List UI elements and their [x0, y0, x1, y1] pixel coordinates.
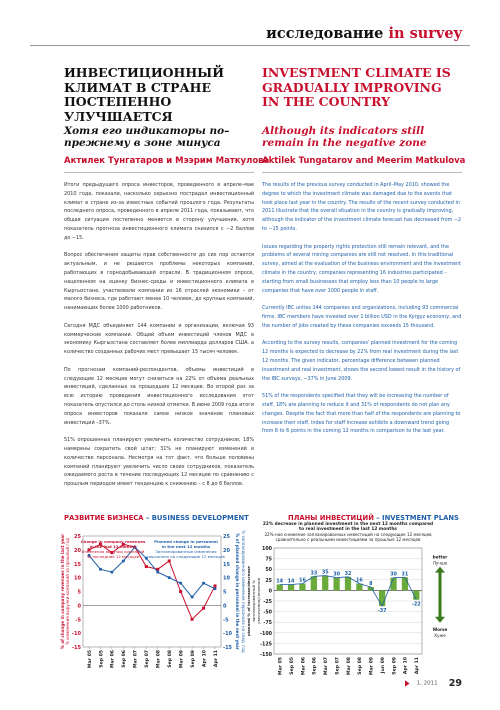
column-rule-ru [64, 172, 254, 173]
chart2-title-en: INVESTMENT PLANS [382, 514, 459, 522]
chart2-x-tick-label: Sep 08 [358, 657, 364, 675]
chart1-right-tick: 15 [223, 561, 230, 568]
article-title-en: INVESTMENT CLIMATE IS GRADUALLY IMPROVING IN THE COUNTRY [262, 65, 451, 109]
chart1-right-tick: 0 [223, 603, 227, 610]
chart2-data-label: 30 [333, 571, 341, 578]
chart1-x-tick-label: Mar 07 [133, 650, 139, 668]
chart2-data-label: -37 [377, 608, 387, 615]
chart2-data-label: 14 [276, 578, 284, 585]
chart1-x-tick-label: Sep 07 [145, 650, 151, 668]
chart2-data-label: 32 [344, 570, 352, 577]
chart2-y-tick: 50 [265, 568, 272, 574]
article-subtitle-ru: Хотя его индикаторы по–прежнему в зоне минуса [64, 125, 230, 149]
chart2-x-tick-label: Mar 08 [346, 657, 352, 675]
authors-en: Aktilek Tungatarov and Meerim Matkulova [262, 156, 466, 166]
chart1-left-tick: 25 [74, 534, 81, 540]
chart2-x-tick-label: Jun 09 [380, 657, 386, 674]
chart2-data-label: 31 [401, 571, 409, 578]
chart2-y-tick: -75 [263, 621, 272, 627]
chart1-personnel-point [122, 559, 125, 562]
chart2-bar [333, 578, 339, 591]
chart1-revenue-point [214, 584, 217, 587]
chart2-x-tick-label: Sep 07 [335, 657, 341, 675]
authors-ru: Актилек Тунгатаров и Мээрим Маткулова [64, 156, 270, 166]
chart2-bar [345, 577, 351, 591]
chart1-left-tick: -15 [71, 645, 81, 651]
chart1-annotation-revenue-en: in the last 12 months [89, 543, 137, 549]
chart1-revenue-point [191, 618, 194, 621]
chart1-annotation-revenue-ru: Изменения выручки компаний [81, 549, 145, 554]
chart2-bar [288, 584, 294, 590]
paragraph-ru: По прогнозам компаний-респондентов, объемы инвестиций в следующие 12 месяцев могут снизиться на 22% от объема реальных инвестиций, сделанных за прошедшие 12 месяцев. Во второй раз за всю историю проведения инвестиционного исследования этот показатель опустился до столь низкой отметки. В июне 2009 года итоги опроса инвесторов показали самое низкое значение плановых инвестиций –37%. [64, 366, 254, 426]
section-header [266, 25, 462, 42]
chart2-bar [299, 584, 305, 591]
chart1-annotation-personnel-ru: персонала на следующие 12 месяцев [147, 553, 225, 559]
chart1-left-tick: 5 [77, 589, 81, 596]
page-footer [405, 673, 462, 692]
chart2-x-tick-label: Mar 07 [324, 657, 330, 675]
paragraph-en: 51% of the respondents specified that they will be increasing the number of staff, 18% are planning to reduce it and 31% of respondents do not plan any changes. Despite the fact that more than half of the respondents are planning to increase their staff, index for staff increase exhibits a downward trend going from 8 to 6 points in the coming 12 months in comparison to the last year. [262, 393, 461, 435]
chart2-x-tick-label: Sep 09 [392, 657, 398, 675]
chart2-ylabel: запланированный % [251, 579, 256, 623]
paragraph-en: Issues regarding the property rights protection still remain relevant, and the problems of several mining companies are still not resolved. In this traditional survey, aimed at the evaluation of the business environment and the investment climate in the country, companies representing 16 industries participated – starting from small businesses that employ less than 10 people to large companies that have over 1000 people in staff. [262, 243, 462, 294]
chart1-right-tick: 20 [223, 547, 230, 554]
chart2-data-label: 14 [287, 578, 295, 585]
chart2-legend-better-en: better [432, 554, 448, 560]
chart2-data-label: 16 [355, 577, 363, 584]
chart2-bar [277, 584, 283, 590]
chart2-data-label: 30 [390, 571, 397, 578]
chart2-ylabel: увеличения/снижения [256, 578, 261, 624]
paragraph-en: Currently IBC unites 144 companies and organizations, including 93 commercial firms. IBC members have invested over 1 billion USD in the Kyrgyz economy, and the number of jobs created by these companies exceeds 15 thousand. [262, 305, 462, 329]
chart2-x-tick-label: Sep 05 [289, 657, 295, 675]
chart1-x-tick-label: Sep 06 [122, 650, 128, 668]
article-title-ru: ИНВЕСТИЦИОННЫЙ КЛИМАТ В СТРАНЕ ПОСТЕПЕННО УЛУЧШАЕТСЯ [64, 65, 225, 124]
chart1-x-tick-label: Mar 09 [179, 650, 185, 668]
chart2-x-tick-label: Sep 06 [312, 657, 318, 675]
chart1-x-tick-label: Mar 05 [87, 650, 93, 668]
chart1-title-en: BUSINESS DEVELOPMENT [151, 514, 249, 522]
chart1-annotation-personnel-ru: Запланированные изменения [155, 549, 217, 554]
chart2-bar [322, 576, 328, 591]
chart1-title-ru: РАЗВИТИЕ БИЗНЕСА [64, 514, 144, 522]
chart2-y-tick: -25 [263, 600, 272, 605]
chart2-data-label: 33 [310, 570, 318, 577]
chart2-data-label: 8 [369, 581, 373, 588]
article-body-en [262, 181, 462, 445]
chart1-ylabel-right-ru: % запланированного изменения персонала на след. год [241, 530, 246, 653]
chart1-personnel-point [191, 596, 194, 599]
chart1-left-tick: -10 [71, 631, 81, 638]
article-subtitle-en: Although its indicators still remain in the negative zone [262, 125, 427, 149]
chart2-data-label: -22 [411, 601, 421, 608]
chart1-right-tick: 25 [223, 534, 230, 540]
chart1-right-tick: 10 [223, 575, 230, 582]
chart2-x-tick-label: Mar 06 [301, 657, 307, 675]
chart2-y-tick: -150 [259, 653, 272, 658]
chart2-x-tick-label: Apr 10 [403, 657, 409, 675]
chart2-data-label: 35 [321, 569, 329, 576]
chart1-right-tick: -10 [223, 631, 233, 638]
chart2-legend-better-ru: Лучше [432, 560, 448, 566]
chart1-left-tick: -5 [75, 617, 81, 624]
chart1-annotation-revenue-ru: за последние 12 месяцев [86, 553, 140, 559]
chart2-x-tick-label: Mar 09 [369, 657, 375, 675]
chart1-right-tick: -15 [223, 645, 233, 651]
paragraph-en: The results of the previous survey conducted in April–May 2010, showed the degree to which the investment climate was damaged due to the events that took place last year in the country. The results of the recent survey conducted in 2011 illustrate that the overall situation in the country is gradually improving, although the indicator of the investment climate forecast has decreased from −2 to −15 points. [262, 182, 462, 232]
paragraph-ru: Сегодня МДС объединяет 144 компании и организации, включая 93 коммерческие компании. Общий объем инвестиций членов МДС в экономику Кыргызстана составляет более миллиарда долларов США, а количество созданных рабочих мест превышает 15 тысяч человек. [64, 322, 254, 356]
chart1-revenue-point [145, 565, 148, 568]
chart2-title: to real investment in the last 12 months [299, 527, 397, 533]
chart1-x-tick-label: Sep 05 [99, 650, 105, 668]
paragraph-ru: Вопрос обеспечения защиты прав собственности до сих пор остается актуальным, и не решаются проблемы некоторых компаний, работающих в горнодобывающей отрасли. В традиционном опросе, нацеленном на оценку бизнес-среды и инвестиционного климата в Кыргызстане, участвовали компании из 16 отраслей экономики – от малого бизнеса, где работают менее 10 человек, до крупных компаний, нанимающих более 1000 работников. [64, 252, 254, 312]
chart1-left-tick: 0 [77, 603, 81, 610]
chart1-revenue-point [202, 607, 205, 610]
chart1-annotation-personnel-en: in the next 12 months [161, 543, 211, 549]
chart1-personnel-point [110, 571, 113, 574]
chart1-personnel-point [179, 582, 182, 585]
chart1-revenue-point [168, 559, 171, 562]
chart2-y-tick: 100 [261, 547, 272, 552]
chart1-ylabel-left: % of change in company revenues in the last year [60, 533, 65, 650]
chart2-data-label: 16 [299, 577, 306, 584]
chart1-personnel-point [214, 587, 217, 590]
chart1-ylabel-left-ru: % изменения выручки компаний за прошлый год [65, 538, 70, 645]
chart2-legend-worse-en: Worse [432, 626, 448, 632]
issue-number: 1, 2011 [416, 680, 438, 687]
chart2-title: 22% decrease in planned investment in the next 12 months compared [262, 522, 434, 527]
chart1-personnel-point [99, 568, 102, 571]
footer-marker-icon [405, 680, 410, 687]
chart1-left-tick: 20 [74, 547, 81, 554]
paragraph-ru: Итоги предыдущего опроса инвесторов, проведенного в апреле–мае 2010 года, показали, насколько серьезно пострадал инвестиционный климат в стране из-за известных событий прошлого года. Результаты последнего опроса, проведенного в апреле 2011 года, показывают, что общая ситуация постепенно меняется в сторону улучшения, хотя показатель прогноза инвестиционного климата снизился с −2 баллов до −15. [64, 182, 254, 241]
chart1-annotation-personnel-en: Planned change in personnel [154, 539, 218, 544]
chart1-left-tick: 15 [74, 561, 81, 568]
chart2-y-tick: -100 [259, 631, 272, 637]
chart2-y-tick: 75 [265, 557, 272, 563]
chart2-legend-arrow-up-icon [435, 567, 445, 573]
chart1-x-tick-label: Mar 06 [110, 650, 116, 668]
chart2-bar [311, 576, 317, 590]
chart1-title [64, 514, 249, 522]
chart2-y-tick: 0 [268, 589, 272, 595]
paragraph-ru: 51% опрошенных планируют увеличить количество сотрудников; 18% намерены сократить свой штат; 31% не планируют изменений в количестве персонала. Несмотря на тот факт, что больше половины компаний планируют увеличить число своих сотрудников, показатель ожидаемого роста в течение последующих 12 месяцев по сравнению с прошлым периодом имеет тенденцию к снижению – с 8 до 6 баллов. [64, 437, 254, 488]
paragraph-en: According to the survey results, companies' planned investment for the coming 12 months is expected to decrease by 22% from real investment during the last 12 months. The given indicator, percentage difference between planned investment and real investment, shows the second lowest result in the history of the IBC surveys, −37% in June 2009. [262, 340, 461, 382]
article-body-ru [64, 181, 254, 498]
investment-plans-chart [244, 518, 458, 688]
chart1-x-tick-label: Sep 08 [167, 650, 173, 668]
chart2-title-dash: – [376, 514, 380, 522]
chart1-right-tick: 5 [223, 589, 227, 596]
chart1-x-tick-label: Apr 11 [213, 650, 219, 668]
chart2-subtitle: 22%-ное снижение запланированных инвестиций на следующие 12 месяцев [264, 532, 432, 537]
chart2-legend-worse-ru: Хуже [434, 632, 446, 638]
chart2-ylabel: planned % of increase/decrease [246, 566, 251, 636]
chart2-title-ru: ПЛАНЫ ИНВЕСТИЦИЙ [288, 514, 374, 522]
chart1-right-tick: -5 [223, 617, 229, 624]
chart2-bar [379, 590, 385, 606]
chart1-left-tick: 10 [74, 575, 81, 582]
chart2-x-tick-label: Apr 11 [415, 657, 421, 675]
chart2-y-tick: -125 [259, 642, 272, 648]
chart2-bar [402, 577, 408, 590]
chart1-personnel-point [202, 582, 205, 585]
chart2-y-tick: 25 [265, 578, 272, 584]
chart2-y-tick: -50 [263, 610, 272, 616]
chart1-personnel-point [168, 576, 171, 579]
section-header-ru: исследование [266, 25, 384, 42]
chart1-revenue-point [179, 590, 182, 593]
chart1-x-tick-label: Sep 09 [190, 650, 196, 668]
chart1-personnel-point [156, 571, 159, 574]
section-header-en: in survey [388, 25, 462, 42]
chart1-x-tick-label: Mar 08 [156, 650, 162, 668]
chart1-title-dash: – [145, 514, 150, 522]
chart2-x-tick-label: Mar 05 [278, 657, 284, 675]
business-development-chart [58, 522, 248, 684]
page-number: 29 [448, 678, 462, 689]
column-rule-en [262, 172, 462, 173]
chart1-ylabel-right: % of planned change in personnel in the next year [235, 533, 240, 650]
chart1-x-tick-label: Apr 10 [202, 650, 208, 668]
header-rule [30, 45, 470, 46]
chart1-annotation-revenue-en: Change in company revenues [80, 539, 146, 544]
chart2-legend-arrow-down-icon [435, 617, 445, 623]
chart2-subtitle: сравнительно с реальными инвестициями за прошлые 12 месяцев [275, 537, 421, 543]
